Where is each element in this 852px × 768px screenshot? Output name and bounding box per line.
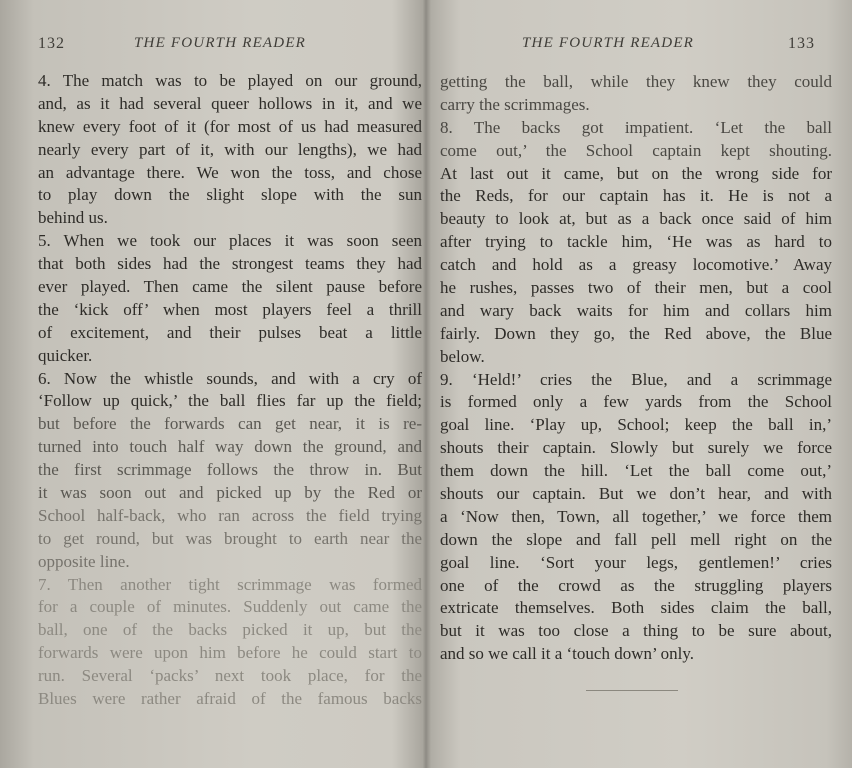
text-line: ever played. Then came the silent pause before: [38, 277, 422, 297]
text-line: below.: [440, 346, 485, 366]
right-page-number: 133: [788, 35, 815, 52]
text-line: and wary back waits for him and collars him: [440, 300, 832, 320]
text-line: the first scrimmage follows the throw in. But: [38, 460, 422, 480]
right-running-title: THE FOURTH READER: [522, 35, 695, 51]
text-line: goal line. ‘Play up, School; keep the ball in,’: [440, 415, 832, 435]
text-line: 6. Now the whistle sounds, and with a cry of: [38, 368, 422, 388]
text-line: for a couple of minutes. Suddenly out came the: [38, 597, 422, 617]
text-line: goal line. ‘Sort your legs, gentlemen!’ cries: [440, 552, 832, 572]
text-line: to get round, but was brought to earth near the: [38, 528, 422, 548]
text-line: a ‘Now then, Town, all together,’ we force them: [440, 506, 832, 526]
text-line: carry the scrimmages.: [440, 94, 590, 114]
text-line: quicker.: [38, 345, 93, 365]
text-line: the Reds, for our captain has it. He is not a: [440, 186, 832, 206]
text-line: shouts our captain. But we don’t hear, and with: [440, 484, 832, 504]
text-line: 4. The match was to be played on our ground,: [38, 71, 422, 90]
text-line: Blues were rather afraid of the famous backs: [38, 689, 422, 709]
text-line: 9. ‘Held!’ cries the Blue, and a scrimmage: [440, 369, 832, 389]
text-line: the ‘kick off’ when most players feel a thrill: [38, 299, 422, 319]
text-line: an advantage there. We won the toss, and chose: [38, 162, 422, 182]
text-line: ‘Follow up quick,’ the ball flies far up the field;: [38, 391, 422, 411]
text-line: down the slope and fall pell mell right on the: [440, 529, 832, 549]
text-line: opposite line.: [38, 551, 130, 571]
text-line: run. Several ‘packs’ next took place, for the: [38, 666, 422, 686]
text-line: and so we call it a ‘touch down’ only.: [440, 644, 694, 664]
text-line: At last out it came, but on the wrong side for: [440, 163, 832, 183]
text-line: that both sides had the strongest teams they had: [38, 254, 422, 274]
text-line: it was soon out and picked up by the Red or: [38, 483, 422, 503]
text-line: School half-back, who ran across the field trying: [38, 505, 422, 525]
text-line: knew every foot of it (for most of us had measured: [38, 116, 422, 136]
text-line: after trying to tackle him, ‘He was as hard to: [440, 232, 832, 252]
text-line: turned into touch half way down the ground, and: [38, 437, 422, 457]
text-line: is formed only a few yards from the School: [440, 392, 832, 412]
text-line: fairly. Down they go, the Red above, the Blue: [440, 323, 832, 343]
section-end-rule: [586, 690, 678, 691]
text-line: 8. The backs got impatient. ‘Let the ball: [440, 117, 832, 137]
text-line: one of the crowd as the struggling players: [440, 575, 832, 595]
text-line: he rushes, passes two of their men, but a cool: [440, 278, 832, 298]
text-line: come out,’ the School captain kept shouting.: [440, 140, 832, 160]
text-line: shouts their captain. Slowly but surely we force: [440, 438, 832, 458]
text-line: but it was too close a thing to be sure about,: [440, 621, 832, 641]
text-line: 5. When we took our places it was soon seen: [38, 231, 422, 251]
text-line: extricate themselves. Both sides claim the ball,: [440, 598, 832, 618]
text-line: nearly every part of it, with our lengths), we had: [38, 139, 422, 159]
text-line: catch and hold as a greasy locomotive.’ Away: [440, 255, 832, 275]
text-line: 7. Then another tight scrimmage was formed: [38, 574, 422, 594]
text-line: getting the ball, while they knew they could: [440, 72, 832, 91]
right-body-text: [440, 71, 832, 666]
text-line: of excitement, and their pulses beat a little: [38, 322, 422, 342]
text-line: beauty to look at, but as a back once said of him: [440, 209, 832, 229]
text-line: forwards were upon him before he could start to: [38, 643, 422, 663]
text-line: and, as it had several queer hollows in it, and we: [38, 93, 422, 113]
left-body-text: [38, 70, 422, 711]
text-line: to play down the slight slope with the sun: [38, 185, 422, 205]
left-running-title: THE FOURTH READER: [134, 35, 307, 51]
text-line: them down the hill. ‘Let the ball come out,’: [440, 461, 832, 481]
text-line: but before the forwards can get near, it is re-: [38, 414, 422, 434]
text-line: behind us.: [38, 208, 108, 228]
left-page-number: 132: [38, 35, 65, 52]
text-line: ball, one of the backs picked it up, but the: [38, 620, 422, 640]
right-page: [426, 0, 852, 768]
